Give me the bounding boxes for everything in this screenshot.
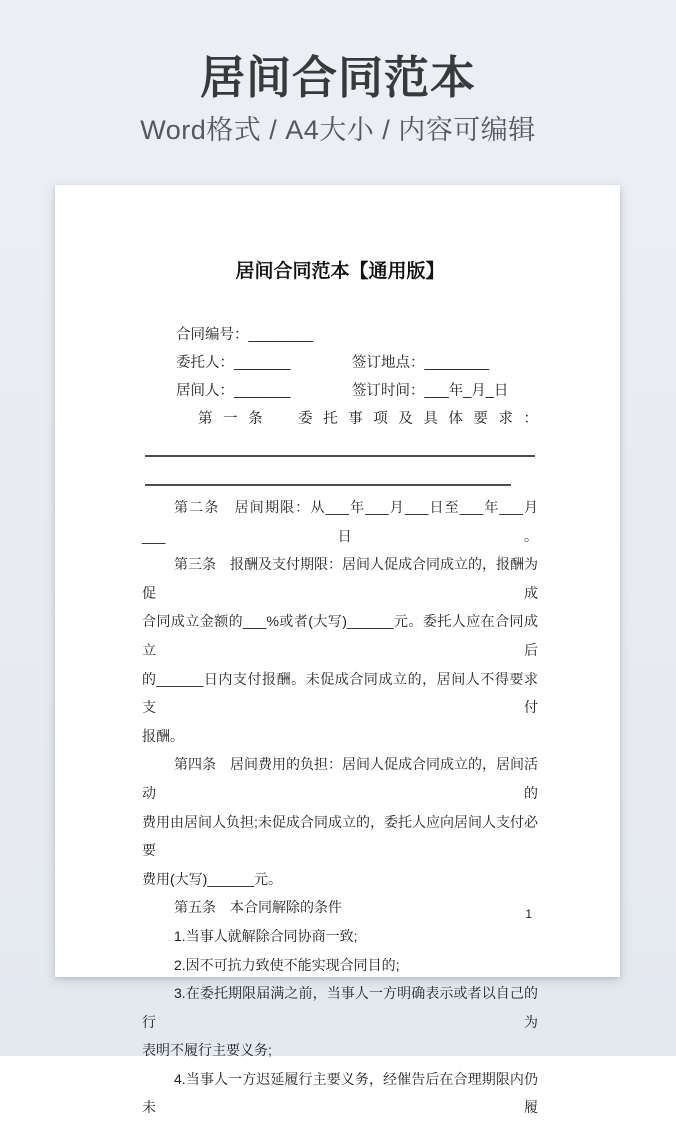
- document-line: 的______日内支付报酬。未促成合同成立的，居间人不得要求支付: [142, 670, 538, 716]
- contract-number-field: 合同编号：________: [176, 327, 314, 343]
- document-line: 2.因不可抗力致使不能实现合同目的;: [174, 956, 400, 973]
- hero-banner: [0, 0, 676, 145]
- form-row-client: [176, 352, 538, 374]
- document-line: 4.当事人一方迟延履行主要义务，经催告后在合理期限内仍未履: [142, 1070, 538, 1116]
- document-line: 第二条 居间期限：从___年___月___日至___年___月___日。: [142, 499, 538, 544]
- document-line: 费用(大写)______元。: [142, 870, 283, 887]
- document-line: 1.当事人就解除合同协商一致;: [174, 927, 358, 944]
- hero-title: 居间合同范本: [199, 52, 476, 103]
- document-title: 居间合同范本【通用版】: [235, 261, 445, 282]
- client-field: 委托人：_______: [176, 355, 291, 371]
- document-line: 3.在委托期限届满之前，当事人一方明确表示或者以自己的行为: [142, 985, 538, 1030]
- blank-line-1: [145, 455, 535, 457]
- page-number: 1: [525, 907, 532, 921]
- form-row-contract-no: [176, 324, 538, 346]
- document-line: 报酬。: [142, 727, 184, 744]
- document-line: 第五条 本合同解除的条件: [174, 899, 342, 916]
- document-lines: [142, 493, 538, 1122]
- document-line: 合同成立金额的___%或者(大写)______元。委托人应在合同成立后: [142, 613, 538, 658]
- hero-subtitle: Word格式 / A4大小 / 内容可编辑: [140, 114, 536, 145]
- clause-one-heading: 第一条 委托事项及具体要求：: [198, 411, 538, 427]
- blank-line-2: [145, 484, 511, 486]
- sign-place-field: 签订地点：________: [352, 355, 490, 371]
- document-line: 第三条 报酬及支付期限：居间人促成合同成立的，报酬为促成: [142, 556, 538, 601]
- document-line: 表明不履行主要义务;: [142, 1042, 272, 1059]
- agent-field: 居间人：_______: [176, 383, 291, 399]
- form-row-agent: [176, 380, 538, 402]
- document-line: 费用由居间人负担;未促成合同成立的，委托人应向居间人支付必要: [142, 813, 538, 859]
- document-page: [55, 185, 620, 1116]
- contract-form-fields: [176, 324, 538, 402]
- document-line: 第四条 居间费用的负担：居间人促成合同成立的，居间活动的: [142, 756, 538, 801]
- sign-time-field: 签订时间：___年_月_日: [352, 383, 509, 399]
- document-content: [55, 185, 620, 1116]
